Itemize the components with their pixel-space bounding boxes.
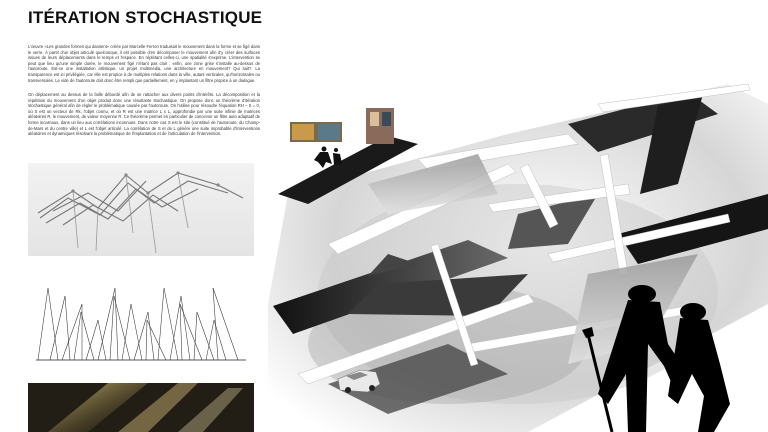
- stochastic-collage-render: [268, 44, 768, 432]
- articulated-object-photo: [28, 163, 254, 256]
- light-glass-photo: [28, 383, 254, 432]
- page-title: ITÉRATION STOCHASTIQUE: [28, 8, 263, 27]
- movement-wireframe-drawing: [28, 282, 254, 370]
- intro-paragraph: L'œuvre «Les grandes formes qui dansent» créée par Marcelle Ferron traduisait le mouvement dans la forme et se figé dans le verre. À partir d'un objet articulé quelconque, il est possible d'en décomposer le mouvement afin d'y créer des surfaces issues de leurs déplacements dans le temps et l'espace. En réplétant celles-ci, une spatialité s'exprime. L'intervention se peut que lieu qu'une simple durée, le mouvement figé n'étant pas clair ; enfin, une zone grise s'installe au-dessus de l'autoroute. Est-ce une installation artistique, un projet multimédia, une architecture en mouvement? Qui sait?. La transparence est ici privilégiée, car elle est propice à de multiples relations dans la ville, autant verticales, qu'horizontales ou transversales. Le vide de l'autoroute doit donc être rempli que partiellement, en y implantant un filtre propice à un dialogue.: [28, 44, 260, 83]
- theory-paragraph: On déplacement au dessus de la faille débordé afin de se rattacher aux divers points d'intérêts. La décomposition et la répétition du mouvement d'un objet produit donc une résultante stochastique. On propose donc un théorème d'itération stochastique général afin de régler le problématique causée par l'autoroute. On l'utilise pour résoudre l'équation RH – S = 0, où S est un vecteur de Rk, l'objet connu, et où R est une matrice L x L, approfondie par une suite infinie de matrices aléatoires R, le mouvement, de valeur moyenne R. Ce théorème permet en particulier de concevoir un filtre auto adaptatif de forme incarnaux, dans un lieu aux corrélations inconnues. Dans notre cas S est le site (constitué de l'autoroute, du Champ-de-Mars et du centre ville) et L est l'objet articulé. La corrélation de S et de L génère une suite improbable d'interventions aléatoires et dynamiques résolvant la problématique de l'implantation et de l'articulation de l'intervention.: [28, 92, 260, 137]
